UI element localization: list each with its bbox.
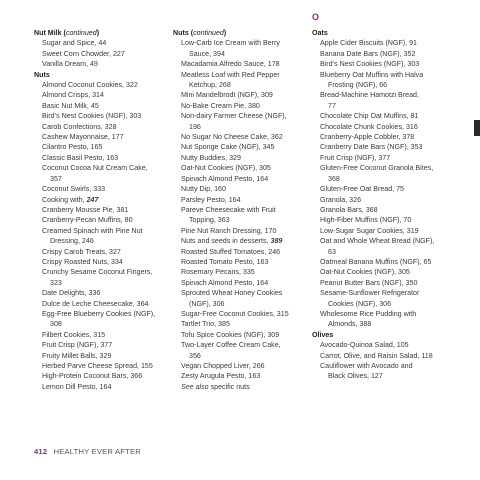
index-text: Parsley Pesto, 164 — [181, 195, 241, 204]
index-text: Granola, 326 — [320, 195, 362, 204]
index-entry — [34, 59, 172, 69]
index-text: Topping, 363 — [189, 216, 230, 225]
index-text: Cilantro Pesto, 165 — [42, 143, 103, 152]
index-column-3 — [312, 28, 462, 382]
index-text: Sugar-Free Coconut Cookies, 315 — [181, 309, 289, 318]
index-text: (NGF), 306 — [189, 299, 225, 308]
index-entry — [34, 309, 172, 319]
index-text: specific nuts — [208, 382, 250, 391]
index-text: Carrot, Olive, and Raisin Salad, 118 — [320, 351, 433, 360]
index-entry — [312, 132, 462, 142]
index-entry-continued — [173, 80, 311, 90]
index-heading — [312, 330, 462, 340]
index-entry — [312, 142, 462, 152]
index-text: Oat-Nut Cookies (NGF), 305 — [181, 164, 271, 173]
index-text: continued — [65, 29, 97, 37]
index-entry — [34, 247, 172, 257]
index-text: 368 — [328, 174, 340, 183]
index-entry — [173, 247, 311, 257]
index-text: Chocolate Chunk Cookies, 316 — [320, 122, 418, 131]
index-entry — [312, 236, 462, 246]
index-text: Crunchy Sesame Coconut Fingers, — [42, 268, 153, 277]
index-entry — [173, 205, 311, 215]
index-entry — [34, 382, 172, 392]
index-text: Nutty Buddies, 329 — [181, 153, 241, 162]
index-entry — [173, 226, 311, 236]
index-entry-continued — [34, 236, 172, 246]
index-entry — [312, 184, 462, 194]
index-entry — [34, 371, 172, 381]
index-text: Granola Bars, 368 — [320, 205, 378, 214]
index-text: Two-Layer Coffee Cream Cake, — [181, 341, 281, 350]
index-entry-continued — [312, 371, 462, 381]
index-text: Nuts and seeds in desserts, — [181, 237, 271, 246]
index-text: Carob Confections, 328 — [42, 122, 117, 131]
index-entry — [34, 288, 172, 298]
index-text: Classic Basil Pesto, 163 — [42, 153, 119, 162]
index-text: Cranberry-Pecan Muffins, 80 — [42, 216, 133, 225]
index-entry — [312, 163, 462, 173]
index-entry — [312, 122, 462, 132]
index-entry — [173, 257, 311, 267]
index-text: Macadamia Alfredo Sauce, 178 — [181, 60, 280, 69]
index-entry-continued — [173, 49, 311, 59]
index-entry — [173, 309, 311, 319]
index-text: 323 — [50, 278, 62, 287]
index-text: Tofu Spice Cookies (NGF), 309 — [181, 330, 280, 339]
index-section-letter: O — [312, 12, 320, 22]
index-entry — [173, 267, 311, 277]
index-entry — [312, 215, 462, 225]
index-entry — [34, 111, 172, 121]
index-entry — [173, 153, 311, 163]
index-text: Crispy Carob Treats, 327 — [42, 247, 121, 256]
index-heading — [173, 28, 311, 38]
index-entry — [173, 70, 311, 80]
index-entry-continued — [312, 247, 462, 257]
index-text: 196 — [189, 122, 201, 131]
index-text: Lemon Dill Pesto, 164 — [42, 382, 112, 391]
index-entry — [173, 184, 311, 194]
index-text: Sprouted Wheat Honey Cookies — [181, 289, 283, 298]
index-entry — [312, 267, 462, 277]
index-entry — [34, 299, 172, 309]
page-footer — [34, 447, 141, 456]
index-entry-continued — [312, 80, 462, 90]
index-text: Oat and Whole Wheat Bread (NGF), — [320, 237, 435, 246]
index-text: ) — [223, 29, 227, 37]
index-text: Cookies (NGF), 306 — [328, 299, 392, 308]
index-entry — [34, 163, 172, 173]
index-entry — [173, 371, 311, 381]
index-text: Chocolate Chip Oat Muffins, 81 — [320, 112, 419, 121]
index-entry — [173, 361, 311, 371]
index-text: Filbert Cookies, 315 — [42, 330, 106, 339]
index-text: Spinach Almond Pesto, 164 — [181, 174, 269, 183]
index-text: ) — [96, 29, 100, 37]
index-text: Dressing, 246 — [50, 237, 94, 246]
index-entry — [34, 226, 172, 236]
index-text: Almond Coconut Cookies, 322 — [42, 81, 138, 90]
index-text: Creamed Spinach with Pine Nut — [42, 226, 143, 235]
index-entry — [34, 215, 172, 225]
index-text: Cashew Mayonnaise, 177 — [42, 133, 124, 142]
index-text: Peanut Butter Bars (NGF), 350 — [320, 278, 418, 287]
index-entry-continued — [173, 351, 311, 361]
index-text: Fruit Crisp (NGF), 377 — [320, 153, 391, 162]
index-heading — [34, 70, 172, 80]
index-text: Roasted Stuffed Tomatoes, 246 — [181, 247, 281, 256]
index-entry — [312, 226, 462, 236]
index-entry — [312, 288, 462, 298]
index-entry — [173, 278, 311, 288]
index-text: Dulce de Leche Cheesecake, 364 — [42, 299, 149, 308]
index-heading — [34, 28, 172, 38]
index-entry — [312, 340, 462, 350]
index-column-2 — [173, 28, 311, 392]
index-entry — [34, 153, 172, 163]
index-text: Sweet Corn Chowder, 227 — [42, 49, 125, 58]
index-entry — [173, 163, 311, 173]
index-entry — [312, 90, 462, 100]
index-entry — [34, 101, 172, 111]
index-entry — [173, 319, 311, 329]
index-text: Sugar and Spice, 44 — [42, 39, 107, 48]
index-entry — [173, 38, 311, 48]
index-entry — [312, 111, 462, 121]
index-entry — [312, 361, 462, 371]
index-text: Fruit Crisp (NGF), 377 — [42, 341, 113, 350]
index-entry — [34, 184, 172, 194]
index-text: Meatless Loaf with Red Pepper — [181, 70, 280, 79]
index-text: High-Protein Coconut Bars, 366 — [42, 372, 143, 381]
index-entry — [34, 267, 172, 277]
index-entry — [34, 132, 172, 142]
index-entry — [173, 288, 311, 298]
index-text: Oat-Nut Cookies (NGF), 305 — [320, 268, 410, 277]
index-text: Frosting (NGF), 66 — [328, 81, 388, 90]
index-text: 308 — [50, 320, 62, 329]
index-entry-continued — [34, 174, 172, 184]
index-text: Apple Cider Biscuits (NGF), 91 — [320, 39, 417, 48]
index-entry — [34, 361, 172, 371]
index-entry — [34, 330, 172, 340]
index-heading — [312, 28, 462, 38]
index-text: Nuts — [34, 70, 50, 79]
index-text: Bread-Machine Hamotzi Bread, — [320, 91, 419, 100]
index-entry — [173, 195, 311, 205]
index-text: Black Olives, 127 — [328, 372, 383, 381]
index-text: Almond Crisps, 314 — [42, 91, 104, 100]
index-text: Gluten-Free Coconut Granola Bites, — [320, 164, 434, 173]
index-entry-continued — [312, 101, 462, 111]
index-text: Low-Sugar Sugar Cookies, 319 — [320, 226, 419, 235]
index-entry — [34, 142, 172, 152]
index-text: Pareve Cheesecake with Fruit — [181, 205, 276, 214]
index-entry — [173, 101, 311, 111]
index-entry — [173, 236, 311, 246]
index-entry — [312, 153, 462, 163]
index-text: 356 — [189, 351, 201, 360]
index-text: Roasted Tomato Pesto, 163 — [181, 257, 269, 266]
index-text: No Sugar No Cheese Cake, 362 — [181, 133, 283, 142]
index-text: Olives — [312, 330, 334, 339]
index-entry — [34, 205, 172, 215]
index-text: Nuts ( — [173, 29, 194, 37]
index-entry — [312, 195, 462, 205]
index-entry — [173, 132, 311, 142]
index-entry-continued — [34, 278, 172, 288]
index-entry — [34, 80, 172, 90]
index-entry — [312, 38, 462, 48]
index-entry — [312, 59, 462, 69]
index-text: Low-Carb Ice Cream with Berry — [181, 39, 280, 48]
index-text: Herbed Parve Cheese Spread, 155 — [42, 362, 153, 370]
index-text: Wholesome Rice Pudding with — [320, 309, 417, 318]
index-entry — [173, 59, 311, 69]
index-entry — [34, 195, 172, 205]
index-text: Bird’s Nest Cookies (NGF), 303 — [320, 60, 420, 69]
index-entry — [173, 111, 311, 121]
index-entry — [34, 340, 172, 350]
index-entry — [34, 90, 172, 100]
index-entry — [312, 351, 462, 361]
index-entry — [34, 49, 172, 59]
index-text: Mini Mandelbrodt (NGF), 309 — [181, 91, 273, 100]
index-entry — [173, 90, 311, 100]
index-text: See also — [181, 382, 209, 391]
index-text: Nutty Dip, 160 — [181, 185, 226, 194]
index-entry — [173, 142, 311, 152]
index-entry-continued — [173, 122, 311, 132]
index-text: Vanilla Dream, 49 — [42, 60, 98, 69]
index-text: Zesty Arugula Pesto, 163 — [181, 372, 261, 381]
index-text: 77 — [328, 101, 336, 110]
index-text: Oats — [312, 29, 328, 37]
index-text: Egg-Free Blueberry Cookies (NGF), — [42, 309, 156, 318]
index-entry — [34, 351, 172, 361]
index-entry — [173, 340, 311, 350]
index-entry — [312, 205, 462, 215]
index-text: Nut Milk ( — [34, 29, 66, 37]
index-entry-continued — [173, 299, 311, 309]
index-entry — [312, 278, 462, 288]
index-entry — [34, 122, 172, 132]
index-text: Coconut Cocoa Nut Cream Cake, — [42, 164, 148, 173]
index-entry — [312, 49, 462, 59]
index-text: Oatmeal Banana Muffins (NGF), 65 — [320, 257, 432, 266]
index-entry — [312, 257, 462, 267]
index-entry-continued — [312, 174, 462, 184]
page-ref-bold: 389 — [270, 237, 283, 246]
index-text: Cranberry Date Bars (NGF), 353 — [320, 143, 423, 152]
index-text: Basic Nut Milk, 45 — [42, 101, 99, 110]
book-title: HEALTHY EVER AFTER — [53, 447, 141, 456]
index-entry-continued — [173, 215, 311, 225]
index-text: Cranberry Mousse Pie, 381 — [42, 205, 129, 214]
index-text: Coconut Swirls, 333 — [42, 185, 106, 194]
index-text: Cauliflower with Avocado and — [320, 362, 413, 370]
index-text: 357 — [50, 174, 62, 183]
index-text: Gluten-Free Oat Bread, 75 — [320, 185, 404, 194]
index-entry — [34, 38, 172, 48]
index-entry-continued — [312, 299, 462, 309]
index-text: 63 — [328, 247, 336, 256]
index-text: Rosemary Pecans, 335 — [181, 268, 255, 277]
index-text: Tartlet Trio, 385 — [181, 320, 230, 329]
index-text: Crispy Roasted Nuts, 334 — [42, 257, 123, 266]
index-text: Sesame-Sunflower Refrigerator — [320, 289, 420, 298]
index-text: Almonds, 388 — [328, 320, 372, 329]
page-ref-bold: 247 — [86, 195, 99, 204]
index-entry-continued — [312, 319, 462, 329]
index-text: Cranberry-Apple Cobbler, 378 — [320, 133, 415, 142]
page-number: 412 — [34, 447, 48, 456]
index-entry — [173, 174, 311, 184]
thumb-index-tab — [474, 120, 480, 136]
index-entry-continued — [34, 319, 172, 329]
index-text: Nut Sponge Cake (NGF), 345 — [181, 143, 275, 152]
index-entry — [173, 330, 311, 340]
index-text: Non-dairy Farmer Cheese (NGF), — [181, 112, 287, 121]
index-text: No-Bake Cream Pie, 380 — [181, 101, 260, 110]
index-text: Avocado-Quinoa Salad, 105 — [320, 341, 409, 350]
index-text: High-Fiber Muffins (NGF), 70 — [320, 216, 412, 225]
index-text: Fruity Millet Balls, 329 — [42, 351, 112, 360]
index-column-1 — [34, 28, 172, 392]
index-text: Date Delights, 336 — [42, 289, 101, 298]
index-text: Ketchup, 268 — [189, 81, 231, 90]
index-text: Banana Date Bars (NGF), 352 — [320, 49, 416, 58]
index-text: continued — [193, 29, 224, 37]
index-entry — [312, 309, 462, 319]
index-entry — [173, 382, 311, 392]
index-text: Blueberry Oat Muffins with Halva — [320, 70, 424, 79]
index-text: Sauce, 394 — [189, 49, 225, 58]
index-text: Pine Nut Ranch Dressing, 170 — [181, 226, 277, 235]
index-text: Cooking with, — [42, 195, 87, 204]
index-text: Bird’s Nest Cookies (NGF), 303 — [42, 112, 142, 121]
index-text: Vegan Chopped Liver, 266 — [181, 362, 265, 370]
index-text: Spinach Almond Pesto, 164 — [181, 278, 269, 287]
index-entry — [34, 257, 172, 267]
index-entry — [312, 70, 462, 80]
